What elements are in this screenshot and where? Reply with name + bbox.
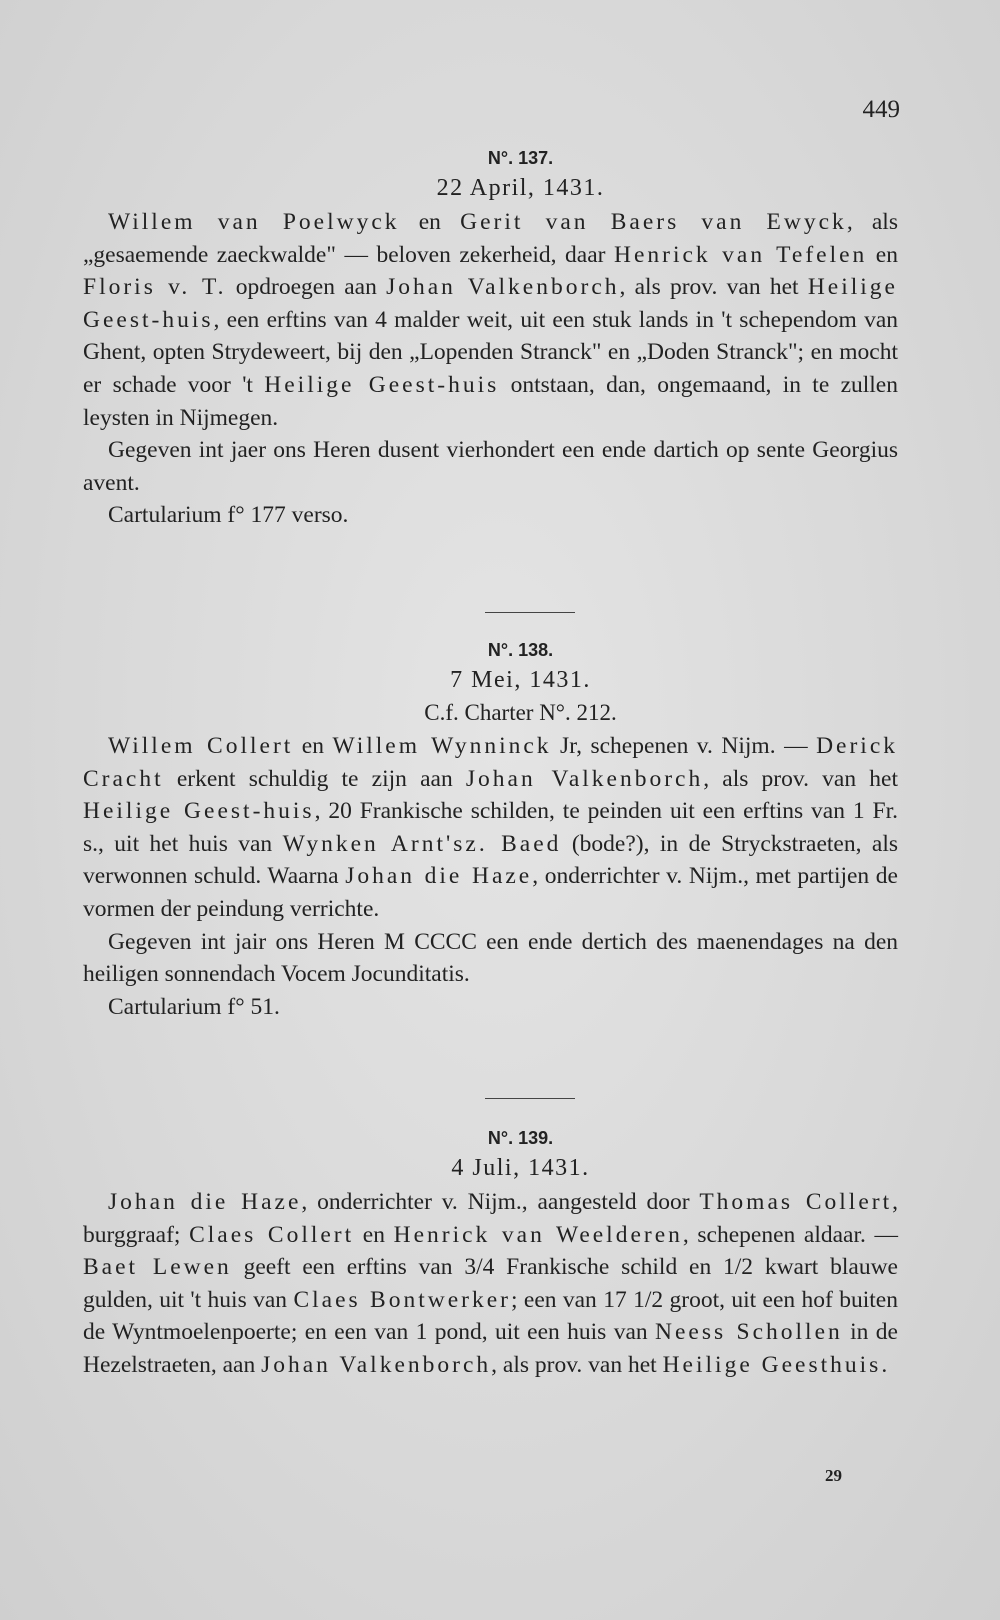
entry-date: 4 Juli, 1431. bbox=[451, 1155, 590, 1181]
text: , als prov. van het bbox=[703, 765, 898, 792]
source-reference: Cartularium f° 177 verso. bbox=[108, 502, 349, 529]
entry-number: N°. 138. bbox=[487, 640, 554, 660]
person-name: Gerit van Baers van Ewyck bbox=[460, 209, 847, 235]
source-reference: Cartularium f° 51. bbox=[108, 993, 280, 1020]
page-number: 449 bbox=[862, 96, 900, 123]
text: en bbox=[354, 1221, 394, 1248]
text: geeft een erftins van 3/4 Frankische schild en 1/2 kwart blauwe gulden, uit 't huis van bbox=[83, 1254, 898, 1313]
text: opdroegen aan bbox=[226, 274, 387, 301]
section-divider bbox=[485, 1098, 575, 1099]
entry-body bbox=[83, 730, 898, 926]
text: , schepenen aldaar. — bbox=[682, 1221, 898, 1248]
person-name: Baet Lewen bbox=[83, 1254, 232, 1281]
person-name: Thomas Collert bbox=[699, 1189, 893, 1215]
text: , een erftins van 4 malder weit, uit een stuk lands in 't schependom van Ghent, opten Strydeweert, bij den „Lopenden Stranck" en „Doden Stranck"; en mocht er schade voor 't bbox=[83, 306, 898, 398]
person-name: Floris v. T. bbox=[83, 274, 227, 301]
text: , onderrichter v. Nijm., aangesteld door bbox=[301, 1189, 700, 1215]
entry-138 bbox=[83, 640, 898, 1023]
person-name: Willem Wynninck bbox=[332, 733, 552, 759]
person-name: Willem van Poelwyck bbox=[108, 209, 400, 235]
entry-139 bbox=[83, 1128, 898, 1382]
entry-body bbox=[83, 1186, 898, 1382]
entry-body bbox=[83, 206, 898, 434]
dating-clause: Gegeven int jair ons Heren M CCCC een ende dertich des maenendages na den heiligen sonnendach Vocem Jocunditatis. bbox=[83, 928, 898, 988]
person-name: Neess Schollen bbox=[655, 1319, 843, 1346]
text: erkent schuldig te zijn aan bbox=[163, 765, 466, 792]
text: . bbox=[881, 1351, 888, 1378]
person-name: Wynken Arnt'sz. Baed bbox=[282, 830, 562, 857]
entry-number: N°. 139. bbox=[487, 1128, 554, 1148]
person-name: Henrick van Tefelen bbox=[613, 241, 868, 268]
text: , burggraaf; bbox=[83, 1189, 898, 1248]
person-name: Johan Valkenborch bbox=[465, 765, 704, 792]
entry-137 bbox=[83, 148, 898, 532]
person-name: Johan die Haze bbox=[345, 863, 533, 890]
person-name: Claes Collert bbox=[189, 1221, 355, 1248]
institution-name: Heilige Geest-huis bbox=[83, 798, 315, 825]
person-name: Henrick van Weelderen bbox=[393, 1221, 683, 1248]
person-name: Willem Collert bbox=[108, 733, 294, 759]
text: ontstaan, dan, ongemaand, in te zullen leysten in Nijmegen. bbox=[83, 371, 898, 431]
section-divider bbox=[485, 612, 575, 613]
institution-name: Heilige Geesthuis bbox=[662, 1351, 882, 1378]
text: (bode?), in de Stryckstraeten, als verwonnen schuld. Waarna bbox=[83, 830, 898, 890]
text: , als prov. van het bbox=[491, 1351, 663, 1378]
entry-date: 22 April, 1431. bbox=[436, 175, 605, 201]
text: , als prov. van het bbox=[619, 274, 808, 301]
text: , onderrichter v. Nijm., met partijen de vormen der peindung verrichte. bbox=[83, 863, 898, 922]
text: Jr, schepenen v. Nijm. — bbox=[551, 733, 817, 759]
person-name: Claes Bontwerker bbox=[293, 1286, 511, 1313]
charter-reference: C.f. Charter N°. 212. bbox=[424, 700, 617, 725]
person-name: Johan die Haze bbox=[108, 1189, 302, 1215]
entry-number: N°. 137. bbox=[487, 148, 554, 168]
text: ; een van 17 1/2 groot, uit een hof buiten de Wyntmoelenpoerte; en een van 1 pond, uit een huis van bbox=[83, 1286, 898, 1346]
institution-name: Heilige Geest-huis bbox=[264, 371, 500, 398]
entry-date: 7 Mei, 1431. bbox=[450, 667, 591, 693]
text: , als „gesaemende zaeckwalde" — beloven zekerheid, daar bbox=[83, 209, 898, 268]
text: , 20 Frankische schilden, te peinden uit een erftins van 1 Fr. s., uit het huis van bbox=[83, 798, 898, 857]
person-name: Johan Valkenborch bbox=[261, 1351, 492, 1378]
person-name: Johan Valkenborch bbox=[386, 274, 620, 301]
signature-mark: 29 bbox=[825, 1466, 842, 1485]
institution-name: Heilige Geest-huis bbox=[83, 274, 898, 333]
text: en bbox=[293, 733, 333, 759]
dating-clause: Gegeven int jaer ons Heren dusent vierhondert een ende dartich op sente Georgius avent. bbox=[83, 437, 898, 496]
text: en bbox=[399, 209, 461, 235]
text: in de Hezelstraeten, aan bbox=[83, 1319, 898, 1378]
person-name: Derick Cracht bbox=[83, 733, 898, 792]
text: en bbox=[867, 241, 898, 268]
